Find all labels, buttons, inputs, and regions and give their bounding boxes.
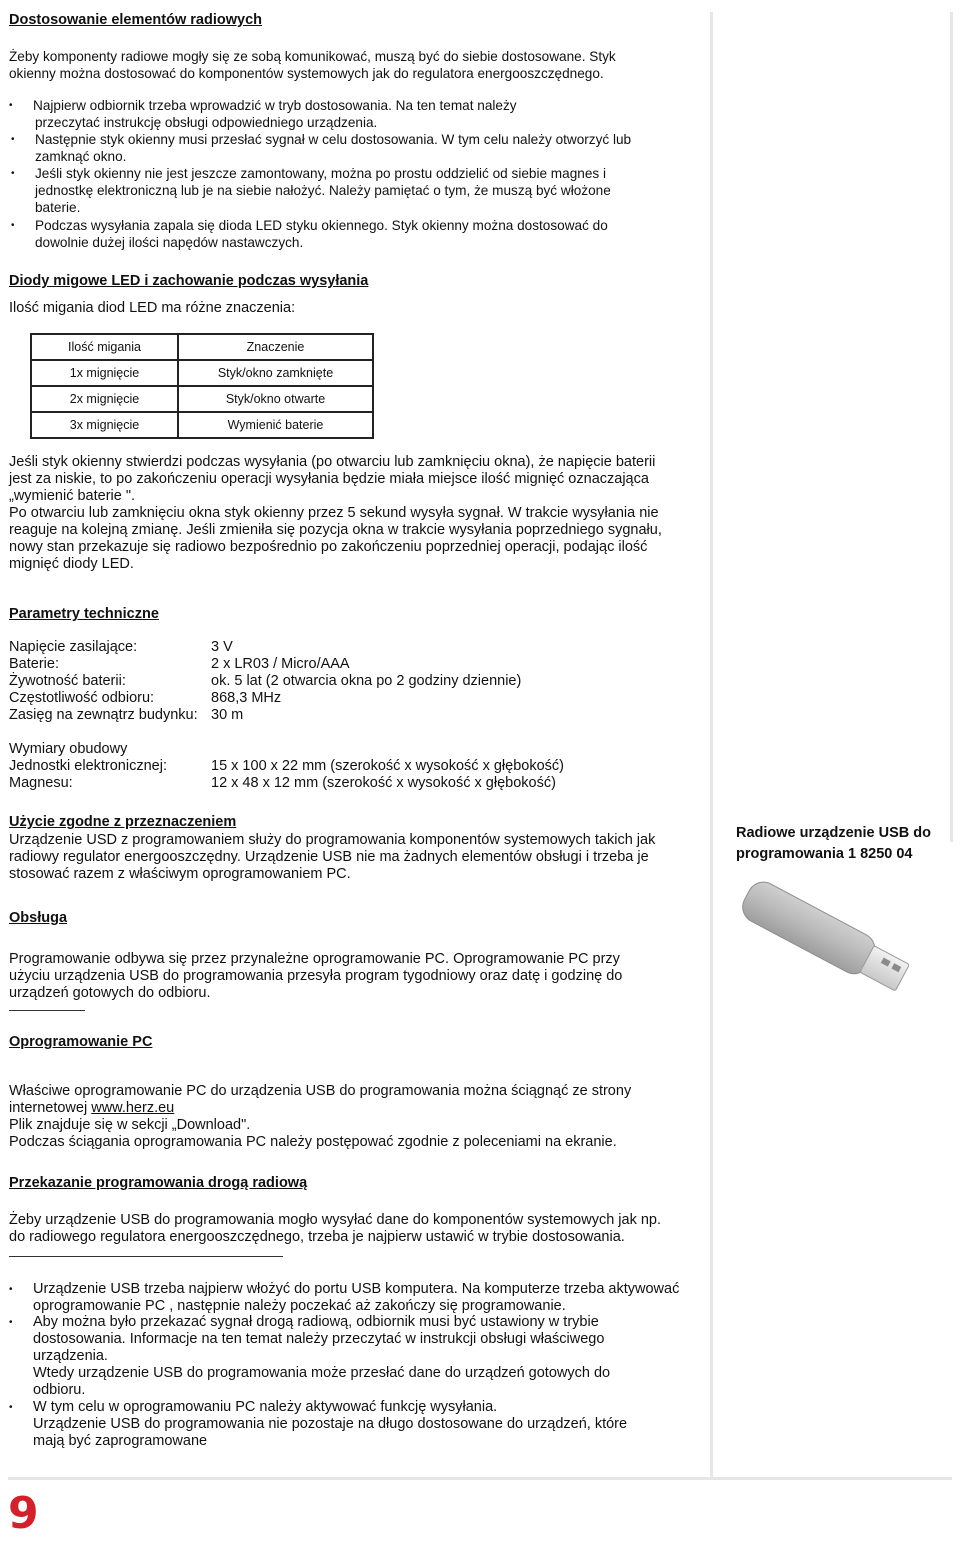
spec-label: Zasięg na zewnątrz budynku:	[9, 707, 198, 723]
table-row	[31, 386, 373, 412]
table-header-row	[31, 334, 373, 360]
list-item: • Urządzenie USB trzeba najpierw włożyć do portu USB komputera. Na komputerze trzeba aktywować oprogramowanie PC , następnie należy poczekać aż zakończy się programowanie.	[9, 1281, 680, 1314]
list-item: • Najpierw odbiornik trzeba wprowadzić w tryb dostosowania. Na ten temat należy przeczytać instrukcję obsługi odpowiedniego urządzenia.	[9, 98, 517, 130]
table-row	[9, 707, 521, 724]
list-item: • W tym celu w oprogramowaniu PC należy aktywować funkcję wysyłania. Urządzenie USB do programowania nie pozostaje na długo dostosowane do urządzeń, które mają być zaprogramowane	[9, 1399, 628, 1449]
paragraph-line: Żeby komponenty radiowe mogły się ze sobą komunikować, muszą być do siebie dostosowane. Styk	[9, 49, 616, 64]
table-cell: 2x mignięcie	[31, 386, 178, 412]
bullet-icon: •	[9, 1284, 13, 1295]
section-heading: Diody migowe LED i zachowanie podczas wysyłania	[9, 273, 369, 289]
spec-value: 15 x 100 x 22 mm (szerokość x wysokość x głębokość)	[211, 758, 564, 774]
paragraph: Urządzenie USD z programowaniem służy do programowania komponentów systemowych takich jak radiowy regulator energooszczędny. Urządzenie USB nie ma żadnych elementów obsługi i trzeba je stosować razem z właściwym oprogramowaniem PC.	[9, 832, 656, 882]
section-heading: Przekazanie programowania drogą radiową	[9, 1175, 308, 1191]
vertical-rule	[950, 12, 953, 842]
spec-label: Jednostki elektronicznej:	[9, 758, 167, 774]
table-row	[9, 758, 564, 775]
paragraph: Jeśli styk okienny stwierdzi podczas wysyłania (po otwarciu lub zamknięciu okna), że napięcie baterii jest za niskie, to po zakończeniu operacji wysyłania będzie miała miejsce ilość mignięć oznaczająca „wymienić baterie ". Po otwarciu lub zamknięciu okna styk okienny przez 5 sekund wysyła sygnał. W trakcie wysyłania nie reaguje na kolejną zmianę. Jeśli zmieniła się pozycja okna w trakcie wysyłania poprzedniego sygnału, nowy stan przekazuje się radiowo bezpośrednio po zakończeniu poprzedniej operacji, podając ilość mignięć diody LED.	[9, 454, 662, 572]
section-heading: Obsługa	[9, 910, 68, 926]
divider	[9, 1256, 283, 1257]
table-row	[9, 656, 521, 673]
table-header-cell: Znaczenie	[178, 334, 373, 360]
page-number: 9	[8, 1488, 39, 1539]
table-row	[31, 360, 373, 386]
table-row	[9, 673, 521, 690]
table-row	[9, 639, 521, 656]
spec-label: Baterie:	[9, 656, 59, 672]
image-caption: Radiowe urządzenie USB do programowania 1 8250 04	[736, 825, 931, 862]
spec-value: ok. 5 lat (2 otwarcia okna po 2 godziny dziennie)	[211, 673, 522, 689]
bullet-icon: •	[11, 168, 15, 179]
dims-table	[9, 758, 564, 792]
herz-website-link[interactable]: www.herz.eu	[91, 1100, 175, 1116]
section-heading: Użycie zgodne z przeznaczeniem	[9, 814, 237, 830]
list-item: • Jeśli styk okienny nie jest jeszcze zamontowany, można po prostu oddzielić od siebie magnes i jednostkę elektroniczną lub je na siebie nałożyć. Należy pamiętać o tym, że muszą być włożone baterie.	[11, 166, 611, 215]
table-cell: Styk/okno zamknięte	[178, 360, 373, 386]
divider	[9, 1010, 85, 1011]
spec-label: Napięcie zasilające:	[9, 639, 138, 655]
table-row	[9, 690, 521, 707]
vertical-rule	[710, 12, 713, 1477]
list-item: • Podczas wysyłania zapala się dioda LED styku okiennego. Styk okienny można dostosować do dowolnie dużej ilości napędów nastawczych.	[11, 218, 608, 250]
section-heading: Parametry techniczne	[9, 606, 159, 622]
spec-value: 868,3 MHz	[211, 690, 282, 706]
spec-table	[9, 639, 521, 724]
spec-value: 12 x 48 x 12 mm (szerokość x wysokość x głębokość)	[211, 775, 556, 791]
horizontal-rule	[8, 1477, 952, 1480]
section-heading: Dostosowanie elementów radiowych	[9, 12, 262, 28]
list-item: • Następnie styk okienny musi przesłać sygnał w celu dostosowania. W tym celu należy otworzyć lub zamknąć okno.	[11, 132, 632, 164]
table-header-cell: Ilość migania	[31, 334, 178, 360]
table-cell: 1x mignięcie	[31, 360, 178, 386]
table-cell: 3x mignięcie	[31, 412, 178, 438]
paragraph: Właściwe oprogramowanie PC do urządzenia USB do programowania można ściągnąć ze strony internetowej www.herz.eu Plik znajduje się w sekcji „Download". Podczas ściągania oprogramowania PC należy postępować zgodnie z poleceniami na ekranie.	[9, 1083, 632, 1150]
spec-value: 30 m	[211, 707, 244, 723]
section-heading: Oprogramowanie PC	[9, 1034, 153, 1050]
bullet-icon: •	[11, 134, 15, 145]
bullet-icon: •	[9, 1402, 13, 1413]
spec-value: 2 x LR03 / Micro/AAA	[211, 656, 350, 672]
bullet-icon: •	[9, 100, 13, 111]
bullet-icon: •	[9, 1317, 13, 1328]
led-table	[30, 333, 374, 439]
table-row	[31, 412, 373, 438]
usb-stick-image	[725, 870, 925, 1010]
table-row	[9, 775, 564, 792]
spec-label: Częstotliwość odbioru:	[9, 690, 155, 706]
dims-title: Wymiary obudowy	[9, 741, 128, 757]
list-item: • Aby można było przekazać sygnał drogą radiową, odbiornik musi być ustawiony w trybie dostosowania. Informacje na ten temat należy przeczytać w instrukcji obsługi właściwego urządzenia. Wtedy urządzenie USB do programowania może przesłać dane do urządzeń gotowych do odbioru.	[9, 1314, 611, 1398]
paragraph: Żeby urządzenie USB do programowania mogło wysyłać dane do komponentów systemowych jak np. do radiowego regulatora energooszczędnego, trzeba je najpierw ustawić w trybie dostosowania.	[9, 1212, 662, 1245]
spec-label: Magnesu:	[9, 775, 73, 791]
paragraph-line: Ilość migania diod LED ma różne znaczenia:	[9, 300, 296, 316]
paragraph-line: okienny można dostosować do komponentów systemowych jak do regulatora energooszczędnego.	[9, 66, 604, 81]
spec-label: Żywotność baterii:	[9, 673, 126, 689]
paragraph: Programowanie odbywa się przez przynależne oprogramowanie PC. Oprogramowanie PC przy użyciu urządzenia USB do programowania przesyła program tygodniowy oraz datę i godzinę do urządzeń gotowych do odbioru.	[9, 951, 623, 1001]
spec-value: 3 V	[211, 639, 233, 655]
table-cell: Wymienić baterie	[178, 412, 373, 438]
table-cell: Styk/okno otwarte	[178, 386, 373, 412]
bullet-icon: •	[11, 220, 15, 231]
